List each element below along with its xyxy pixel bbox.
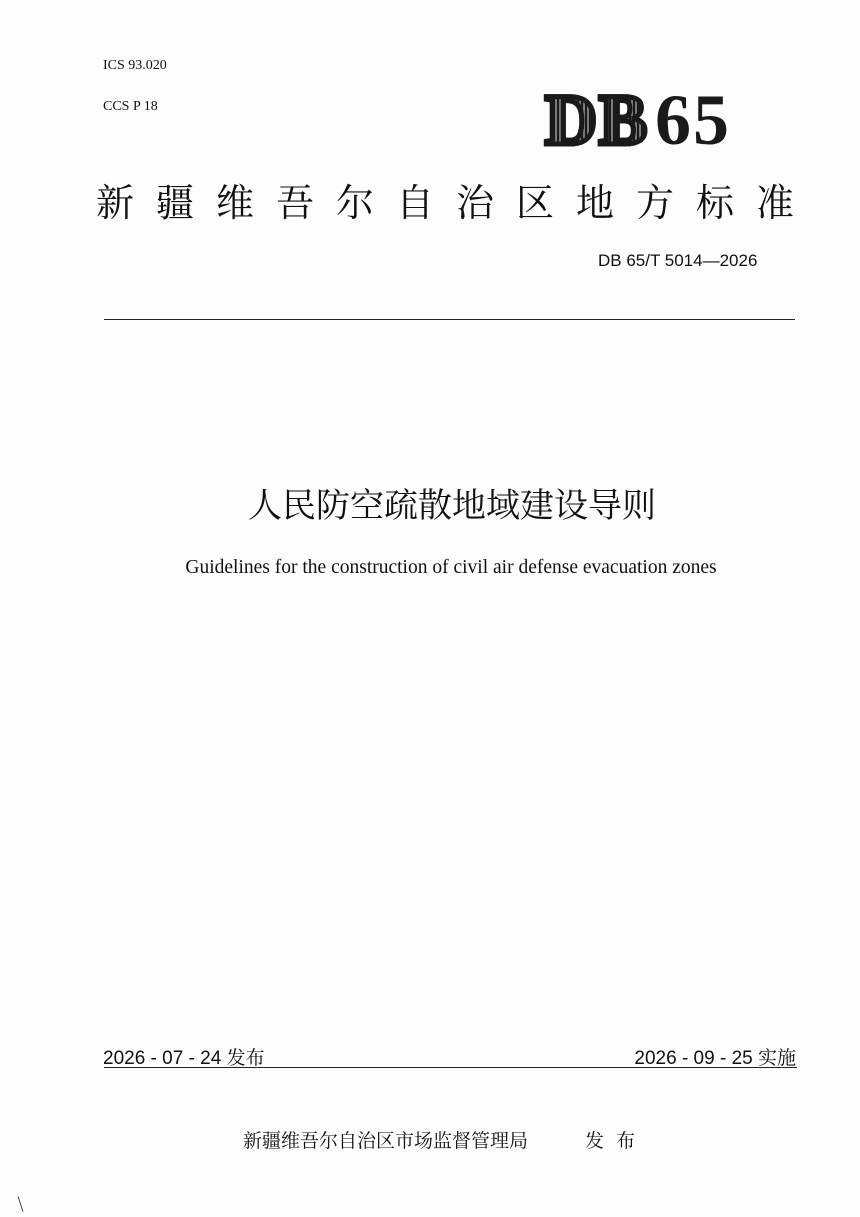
scan-artifact — [18, 1196, 24, 1212]
ccs-code: CCS P 18 — [103, 99, 158, 114]
footer-divider — [104, 1067, 797, 1068]
document-title: 人民防空疏散地域建设导则 — [248, 486, 656, 526]
standard-type-title: 新疆维吾尔自治区地方标准 — [96, 181, 817, 225]
issue-label: 发布 — [585, 1130, 648, 1152]
ics-code: ICS 93.020 — [103, 58, 167, 73]
header-divider — [104, 319, 795, 320]
publish-date: 2026 - 07 - 24 发布 — [103, 1048, 265, 1069]
document-title-english: Guidelines for the construction of civil air defense evacuation zones — [185, 557, 717, 578]
implement-date: 2026 - 09 - 25 实施 — [634, 1048, 796, 1069]
standard-number: DB 65/T 5014—2026 — [598, 251, 758, 270]
issuing-authority: 新疆维吾尔自治区市场监督管理局 — [243, 1130, 529, 1152]
standard-code-prefix: DB — [545, 80, 650, 160]
standard-code-number: 65 — [655, 80, 732, 160]
standard-code-logo — [545, 80, 745, 160]
